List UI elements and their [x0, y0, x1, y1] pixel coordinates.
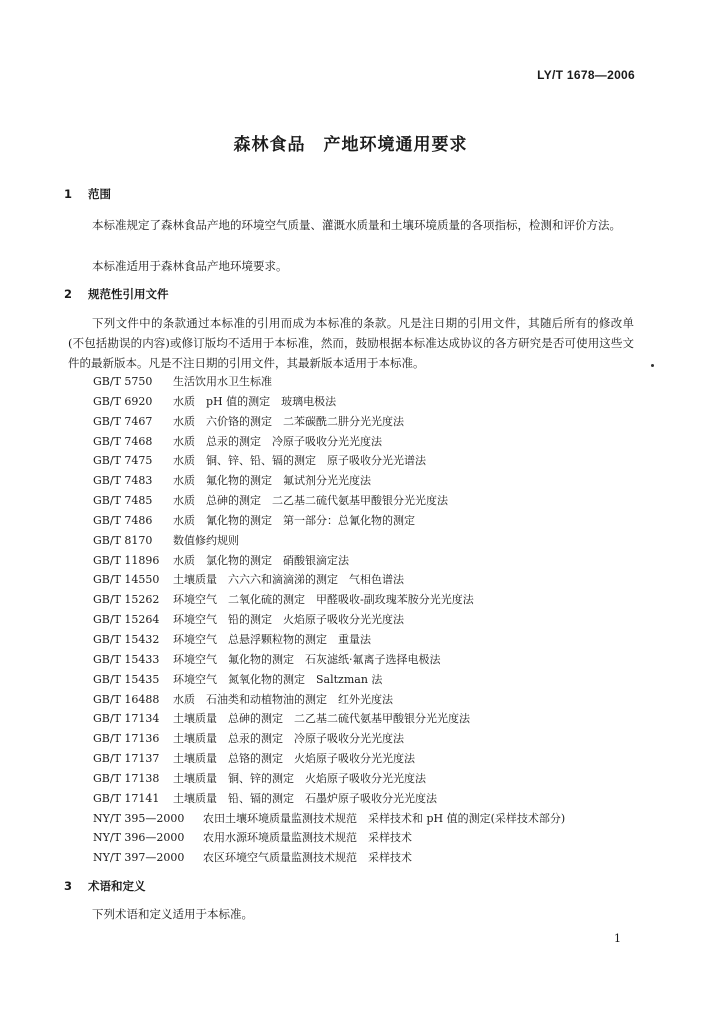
reference-item: [93, 610, 565, 630]
reference-title: 数值修约规则: [173, 533, 239, 547]
reference-item: [93, 828, 565, 848]
reference-item: [93, 392, 565, 412]
reference-title: 土壤质量 铅、镉的测定 石墨炉原子吸收分光光度法: [173, 791, 437, 805]
reference-item: [93, 551, 565, 571]
reference-title: 土壤质量 铜、锌的测定 火焰原子吸收分光光度法: [173, 771, 426, 785]
reference-code: NY/T 397—2000: [93, 851, 185, 865]
page-number: 1: [614, 932, 621, 945]
reference-code: GB/T 7483: [93, 474, 153, 488]
reference-title: 水质 氰化物的测定 第一部分：总氰化物的测定: [173, 513, 415, 527]
reference-title: 土壤质量 总铬的测定 火焰原子吸收分光光度法: [173, 752, 415, 766]
reference-title: 环境空气 氟化物的测定 石灰滤纸·氟离子选择电极法: [173, 652, 441, 666]
reference-item: [93, 749, 565, 769]
reference-code: GB/T 17141: [93, 791, 160, 805]
reference-code: GB/T 15264: [93, 613, 160, 627]
reference-item: [93, 690, 565, 710]
reference-code: GB/T 7486: [93, 513, 153, 527]
reference-item: [93, 590, 565, 610]
section-1-number: 1: [64, 187, 73, 201]
reference-code: GB/T 7468: [93, 434, 153, 448]
reference-code: GB/T 7467: [93, 414, 153, 428]
reference-code: GB/T 17138: [93, 771, 160, 785]
reference-item: [93, 432, 565, 452]
reference-code: GB/T 15262: [93, 593, 160, 607]
reference-code: GB/T 8170: [93, 533, 153, 547]
section-1-title: 范围: [88, 187, 111, 201]
reference-item: [93, 729, 565, 749]
reference-item: [93, 531, 565, 551]
document-title: 森林食品 产地环境通用要求: [233, 135, 468, 155]
section-1-paragraph-1: 本标准规定了森林食品产地的环境空气质量、灌溉水质量和土壤环境质量的各项指标，检测和评价方法。: [92, 218, 621, 232]
reference-title: 水质 总汞的测定 冷原子吸收分光光度法: [173, 434, 382, 448]
reference-item: [93, 491, 565, 511]
reference-item: [93, 511, 565, 531]
reference-item: [93, 650, 565, 670]
reference-item: [93, 372, 565, 392]
reference-title: 农区环境空气质量监测技术规范 采样技术: [203, 851, 412, 865]
section-1-paragraph-2: 本标准适用于森林食品产地环境要求。: [92, 259, 288, 273]
reference-title: 环境空气 铅的测定 火焰原子吸收分光光度法: [173, 613, 404, 627]
section-1-heading: [64, 186, 111, 202]
reference-code: GB/T 5750: [93, 375, 153, 388]
section-2-number: 2: [64, 287, 73, 301]
reference-item: [93, 769, 565, 789]
section-2-title: 规范性引用文件: [88, 287, 169, 301]
reference-code: GB/T 6920: [93, 394, 153, 408]
reference-item: [93, 848, 565, 868]
reference-title: 生活饮用水卫生标准: [173, 375, 272, 388]
reference-code: NY/T 395—2000: [93, 811, 185, 825]
reference-title: 水质 氟化物的测定 氟试剂分光光度法: [173, 474, 371, 488]
reference-item: [93, 809, 565, 829]
reference-code: GB/T 14550: [93, 573, 160, 587]
reference-title: 土壤质量 总砷的测定 二乙基二硫代氨基甲酸银分光光度法: [173, 712, 470, 726]
reference-item: [93, 709, 565, 729]
reference-title: 水质 六价铬的测定 二苯碳酰二肼分光光度法: [173, 414, 404, 428]
reference-title: 农田土壤环境质量监测技术规范 采样技术和 pH 值的测定(采样技术部分): [203, 811, 566, 825]
reference-item: [93, 670, 565, 690]
reference-item: [93, 630, 565, 650]
reference-title: 土壤质量 六六六和滴滴涕的测定 气相色谱法: [173, 573, 404, 587]
reference-code: GB/T 15432: [93, 632, 160, 646]
reference-title: 环境空气 氮氧化物的测定 Saltzman 法: [173, 672, 383, 686]
reference-code: GB/T 11896: [93, 553, 160, 567]
section-3-number: 3: [64, 879, 73, 893]
reference-title: 水质 pH 值的测定 玻璃电极法: [173, 394, 337, 408]
normative-references-list: [93, 372, 565, 868]
section-2-paragraph: 下列文件中的条款通过本标准的引用而成为本标准的条款。凡是注日期的引用文件，其随后所有的修改单(不包括勘误的内容)或修订版均不适用于本标准，然而，鼓励根据本标准达成协议的各方研究是否可使用这些文件的最新版本。凡是不注日期的引用文件，其最新版本适用于本标准。: [68, 316, 634, 370]
reference-title: 水质 铜、锌、铅、镉的测定 原子吸收分光光谱法: [173, 454, 426, 468]
reference-code: GB/T 17134: [93, 712, 160, 726]
reference-item: [93, 451, 565, 471]
standard-code: LY/T 1678—2006: [537, 68, 635, 82]
scan-speck: [651, 364, 654, 367]
reference-code: GB/T 7485: [93, 494, 153, 508]
reference-title: 环境空气 总悬浮颗粒物的测定 重量法: [173, 632, 371, 646]
reference-title: 农用水源环境质量监测技术规范 采样技术: [203, 831, 412, 845]
reference-code: GB/T 7475: [93, 454, 153, 468]
reference-code: NY/T 396—2000: [93, 831, 185, 845]
reference-title: 水质 总砷的测定 二乙基二硫代氨基甲酸银分光光度法: [173, 494, 448, 508]
reference-title: 土壤质量 总汞的测定 冷原子吸收分光光度法: [173, 732, 404, 746]
reference-code: GB/T 17137: [93, 752, 160, 766]
reference-item: [93, 412, 565, 432]
section-3-title: 术语和定义: [88, 879, 146, 893]
section-2-heading: [64, 286, 169, 302]
reference-title: 水质 氯化物的测定 硝酸银滴定法: [173, 553, 349, 567]
section-3-heading: [64, 878, 146, 894]
reference-code: GB/T 15435: [93, 672, 160, 686]
reference-item: [93, 789, 565, 809]
reference-code: GB/T 17136: [93, 732, 160, 746]
reference-code: GB/T 15433: [93, 652, 160, 666]
reference-item: [93, 570, 565, 590]
reference-code: GB/T 16488: [93, 692, 160, 706]
section-3-paragraph: 下列术语和定义适用于本标准。: [92, 907, 253, 921]
reference-title: 水质 石油类和动植物油的测定 红外光度法: [173, 692, 393, 706]
reference-item: [93, 471, 565, 491]
reference-title: 环境空气 二氧化硫的测定 甲醛吸收-副玫瑰苯胺分光光度法: [173, 593, 474, 607]
